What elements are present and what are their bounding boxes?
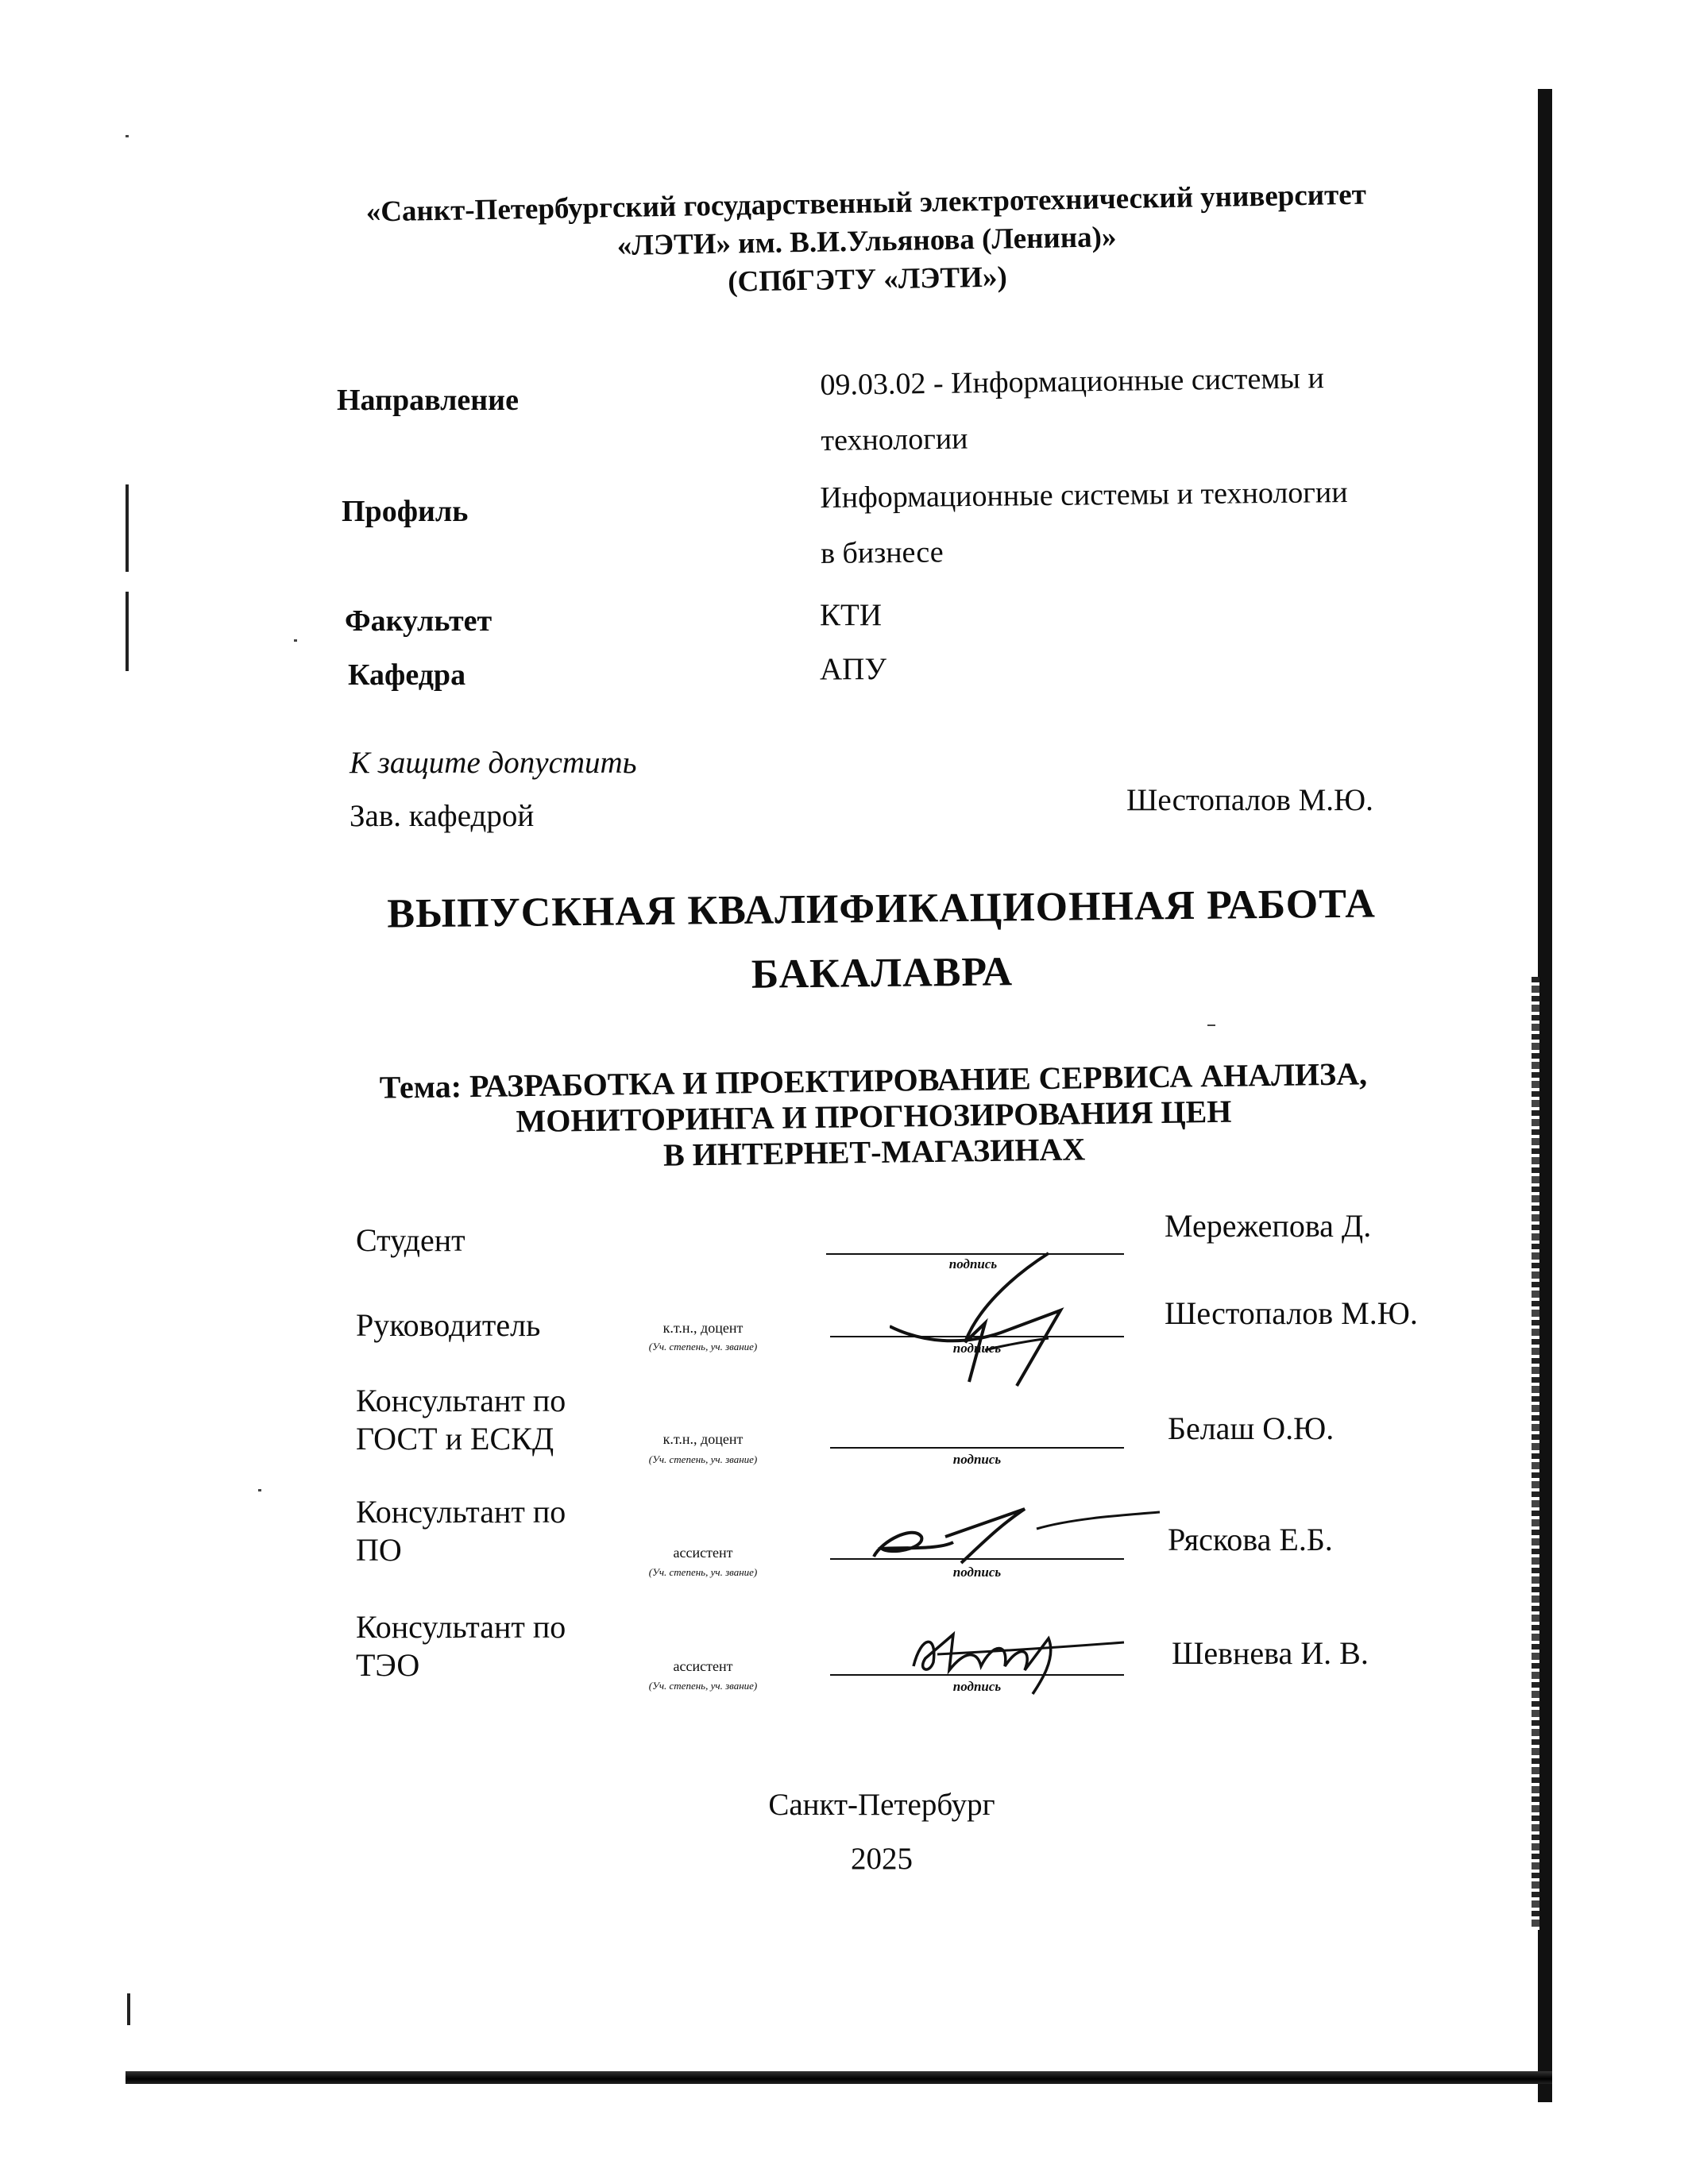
consultant-po-rank-caption: (Уч. степень, уч. звание) xyxy=(648,1566,758,1578)
consultant-teo-role xyxy=(356,1608,566,1684)
topic-line-3: В ИНТЕРНЕТ-МАГАЗИНАХ xyxy=(662,1131,1086,1173)
scan-edge-bottom xyxy=(126,2071,1552,2084)
scan-speck xyxy=(126,135,129,137)
consultant-teo-role-line-2: ТЭО xyxy=(356,1647,420,1683)
topic-line-2: МОНИТОРИНГА И ПРОГНОЗИРОВАНИЯ ЦЕН xyxy=(516,1093,1232,1140)
department-label: Кафедра xyxy=(348,658,466,692)
profile-value xyxy=(820,465,1349,581)
consultant-po-signature xyxy=(866,1493,1168,1572)
profile-label: Профиль xyxy=(342,495,469,528)
supervisor-signature xyxy=(890,1247,1080,1390)
admit-to-defense: К защите допустить xyxy=(350,746,637,780)
student-name: Мережепова Д. xyxy=(1165,1208,1372,1244)
scan-speck xyxy=(294,639,297,642)
profile-value-line-1: Информационные системы и технологии xyxy=(820,476,1348,515)
consultant-gost-role xyxy=(356,1382,566,1458)
supervisor-rank: к.т.н., доцент xyxy=(662,1320,744,1336)
consultant-po-role-line-1: Консультант по xyxy=(356,1494,566,1530)
work-title-line-2: БАКАЛАВРА xyxy=(751,949,1014,997)
faculty-value: КТИ xyxy=(820,598,882,632)
consultant-teo-name: Шевнева И. В. xyxy=(1172,1635,1369,1671)
consultant-po-name: Ряскова Е.Б. xyxy=(1168,1522,1333,1557)
consultant-po-signature-caption: подпись xyxy=(952,1565,1002,1580)
consultant-gost-rank-caption: (Уч. степень, уч. звание) xyxy=(648,1453,758,1465)
supervisor-signature-caption: подпись xyxy=(952,1341,1002,1356)
consultant-teo-role-line-1: Консультант по xyxy=(356,1609,566,1645)
direction-value-line-1: 09.03.02 - Информационные системы и xyxy=(820,361,1325,402)
scan-edge-right xyxy=(1538,89,1552,2102)
consultant-po-rank: ассистент xyxy=(673,1545,733,1561)
consultant-gost-role-line-1: Консультант по xyxy=(356,1383,566,1418)
consultant-gost-role-line-2: ГОСТ и ЕСКД xyxy=(356,1421,554,1457)
supervisor-role: Руководитель xyxy=(356,1307,541,1343)
consultant-gost-signature-caption: подпись xyxy=(952,1452,1002,1467)
consultant-teo-rank: ассистент xyxy=(673,1658,733,1674)
consultant-teo-rank-caption: (Уч. степень, уч. звание) xyxy=(648,1680,758,1692)
institution-line-3: (СПбГЭТУ «ЛЭТИ») xyxy=(727,260,1008,299)
scan-speck xyxy=(1207,1024,1215,1026)
student-role: Студент xyxy=(356,1222,465,1258)
scan-edge-left xyxy=(126,484,129,572)
consultant-po-role xyxy=(356,1493,566,1569)
consultant-gost-signature-line xyxy=(830,1447,1124,1449)
consultant-teo-signature-caption: подпись xyxy=(952,1679,1002,1694)
footer-year: 2025 xyxy=(851,1842,913,1876)
supervisor-name: Шестопалов М.Ю. xyxy=(1165,1295,1418,1331)
consultant-gost-rank: к.т.н., доцент xyxy=(662,1431,744,1447)
scan-edge-left xyxy=(126,592,129,671)
profile-value-line-2: в бизнесе xyxy=(820,535,944,570)
topic-line-1: Тема: РАЗРАБОТКА И ПРОЕКТИРОВАНИЕ СЕРВИСА АНАЛИЗА, xyxy=(379,1055,1368,1106)
department-value: АПУ xyxy=(820,652,886,686)
scan-speck xyxy=(258,1489,261,1491)
work-title xyxy=(261,879,1501,1003)
scan-edge-left xyxy=(127,1993,130,2025)
faculty-label: Факультет xyxy=(345,604,492,638)
institution-header xyxy=(302,175,1431,309)
direction-value-line-2: технологии xyxy=(821,422,968,457)
consultant-po-role-line-2: ПО xyxy=(356,1532,402,1568)
institution-line-1: «Санкт-Петербургский государственный электротехнический университет xyxy=(365,178,1367,229)
head-of-department-name: Шестопалов М.Ю. xyxy=(1126,783,1373,817)
direction-value xyxy=(820,350,1325,469)
scan-edge-noise xyxy=(1532,977,1539,1930)
head-of-department-label: Зав. кафедрой xyxy=(350,799,535,833)
work-title-line-1: ВЫПУСКНАЯ КВАЛИФИКАЦИОННАЯ РАБОТА xyxy=(387,881,1377,937)
supervisor-rank-caption: (Уч. степень, уч. звание) xyxy=(648,1341,758,1352)
topic xyxy=(285,1055,1462,1179)
consultant-gost-name: Белаш О.Ю. xyxy=(1168,1410,1335,1446)
institution-line-2: «ЛЭТИ» им. В.И.Ульянова (Ленина)» xyxy=(616,221,1117,263)
consultant-teo-signature xyxy=(906,1619,1128,1698)
direction-label: Направление xyxy=(337,384,519,417)
student-signature-caption: подпись xyxy=(948,1256,998,1271)
footer-city: Санкт-Петербург xyxy=(768,1788,995,1822)
